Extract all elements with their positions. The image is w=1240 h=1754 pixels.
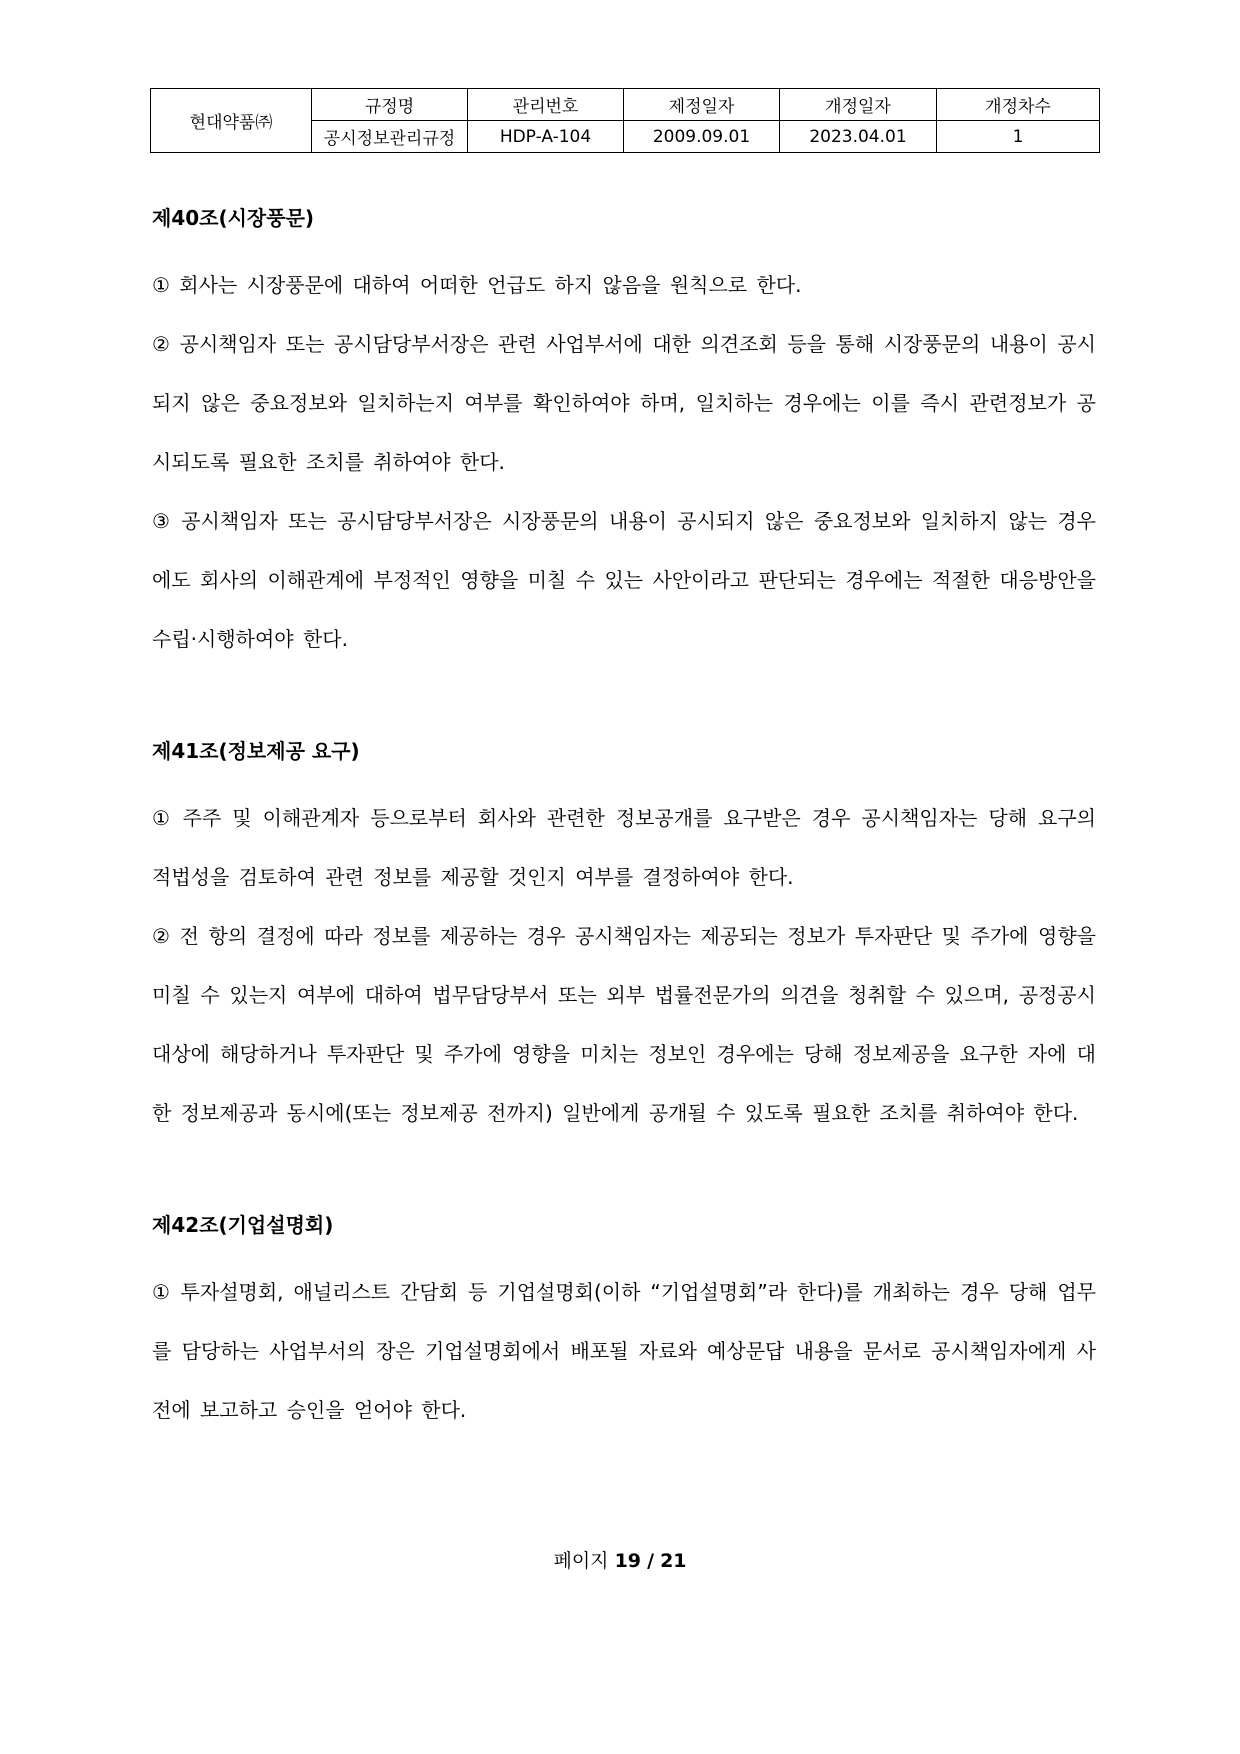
article-title: 제42조(기업설명회): [152, 1213, 334, 1237]
article-title: 제40조(시장풍문): [152, 206, 315, 230]
header-val-enactment-date: 2009.09.01: [624, 121, 780, 153]
company-name: 현대약품㈜: [151, 89, 312, 153]
header-val-revision-date: 2023.04.01: [780, 121, 937, 153]
page-footer: [0, 1546, 1240, 1573]
article-paragraph: ① 주주 및 이해관계자 등으로부터 회사와 관련한 정보공개를 요구받은 경우 공시책임자는 당해 요구의 적법성을 검토하여 관련 정보를 제공할 것인지 여부를 결정하여야 한다.: [152, 806, 1096, 889]
page-separator: /: [647, 1550, 655, 1572]
header-val-regulation-name: 공시정보관리규정: [312, 121, 468, 153]
header-col-enactment-date: 제정일자: [624, 89, 780, 121]
header-col-control-number: 관리번호: [468, 89, 624, 121]
article-paragraph: ① 투자설명회, 애널리스트 간담회 등 기업설명회(이하 “기업설명회”라 한다)를 개최하는 경우 당해 업무를 담당하는 사업부서의 장은 기업설명회에서 배포될 자료와 예상문답 내용을 문서로 공시책임자에게 사전에 보고하고 승인을 얻어야 한다.: [152, 1280, 1096, 1422]
header-val-revision-count: 1: [937, 121, 1100, 153]
article-40: [152, 196, 1096, 669]
header-col-revision-count: 개정차수: [937, 89, 1100, 121]
header-col-regulation-name: 규정명: [312, 89, 468, 121]
current-page-number: 19: [614, 1550, 642, 1572]
article-paragraph: ② 전 항의 결정에 따라 정보를 제공하는 경우 공시책임자는 제공되는 정보가 투자판단 및 주가에 영향을 미칠 수 있는지 여부에 대하여 법무담당부서 또는 외부 법률전문가의 의견을 청취할 수 있으며, 공정공시 대상에 해당하거나 투자판단 및 주가에 영향을 미치는 정보인 경우에는 당해 정보제공을 요구한 자에 대한 정보제공과 동시에(또는 정보제공 전까지) 일반에게 공개될 수 있도록 필요한 조치를 취하여야 한다.: [152, 924, 1096, 1125]
article-paragraph: ② 공시책임자 또는 공시담당부서장은 관련 사업부서에 대한 의견조회 등을 통해 시장풍문의 내용이 공시되지 않은 중요정보와 일치하는지 여부를 확인하여야 하며, 일치하는 경우에는 이를 즉시 관련정보가 공시되도록 필요한 조치를 취하여야 한다.: [152, 332, 1096, 474]
document-body: [152, 196, 1096, 1440]
article-41: [152, 729, 1096, 1143]
total-page-count: 21: [660, 1550, 687, 1572]
article-paragraph: ③ 공시책임자 또는 공시담당부서장은 시장풍문의 내용이 공시되지 않은 중요정보와 일치하지 않는 경우에도 회사의 이해관계에 부정적인 영향을 미칠 수 있는 사안이라고 판단되는 경우에는 적절한 대응방안을 수립·시행하여야 한다.: [152, 509, 1096, 651]
header-val-control-number: HDP-A-104: [468, 121, 624, 153]
article-paragraph: ① 회사는 시장풍문에 대하여 어떠한 언급도 하지 않음을 원칙으로 한다.: [152, 273, 802, 297]
article-title: 제41조(정보제공 요구): [152, 739, 360, 763]
article-42: [152, 1203, 1096, 1440]
header-col-revision-date: 개정일자: [780, 89, 937, 121]
document-header-table: [150, 88, 1100, 153]
page-label: 페이지: [553, 1550, 609, 1572]
